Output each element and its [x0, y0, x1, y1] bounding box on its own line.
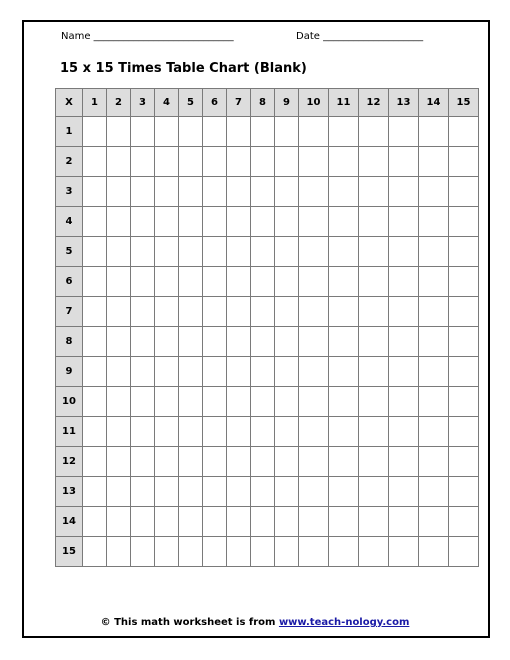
answer-cell[interactable] [449, 537, 479, 567]
answer-cell[interactable] [275, 117, 299, 147]
answer-cell[interactable] [155, 357, 179, 387]
answer-cell[interactable] [359, 117, 389, 147]
row-header: 11 [56, 417, 83, 447]
row-header: 13 [56, 477, 83, 507]
answer-cell[interactable] [155, 237, 179, 267]
answer-cell[interactable] [131, 447, 155, 477]
answer-cell[interactable] [107, 267, 131, 297]
answer-cell[interactable] [329, 177, 359, 207]
answer-cell[interactable] [179, 417, 203, 447]
answer-cell[interactable] [275, 477, 299, 507]
table-row [56, 117, 479, 147]
answer-cell[interactable] [389, 297, 419, 327]
table-row [56, 297, 479, 327]
answer-cell[interactable] [203, 537, 227, 567]
answer-cell[interactable] [83, 477, 107, 507]
answer-cell[interactable] [359, 387, 389, 417]
answer-cell[interactable] [389, 447, 419, 477]
answer-cell[interactable] [179, 447, 203, 477]
answer-cell[interactable] [131, 267, 155, 297]
answer-cell[interactable] [419, 267, 449, 297]
answer-cell[interactable] [155, 207, 179, 237]
answer-cell[interactable] [251, 147, 275, 177]
answer-cell[interactable] [155, 387, 179, 417]
answer-cell[interactable] [179, 327, 203, 357]
answer-cell[interactable] [329, 237, 359, 267]
column-header: 10 [299, 89, 329, 117]
answer-cell[interactable] [155, 327, 179, 357]
answer-cell[interactable] [359, 537, 389, 567]
answer-cell[interactable] [449, 147, 479, 177]
answer-cell[interactable] [275, 357, 299, 387]
answer-cell[interactable] [107, 387, 131, 417]
answer-cell[interactable] [389, 537, 419, 567]
answer-cell[interactable] [275, 147, 299, 177]
row-header: 1 [56, 117, 83, 147]
row-header: 4 [56, 207, 83, 237]
answer-cell[interactable] [83, 327, 107, 357]
answer-cell[interactable] [359, 297, 389, 327]
answer-cell[interactable] [203, 357, 227, 387]
row-header: 10 [56, 387, 83, 417]
answer-cell[interactable] [155, 177, 179, 207]
answer-cell[interactable] [179, 267, 203, 297]
answer-cell[interactable] [329, 447, 359, 477]
answer-cell[interactable] [419, 177, 449, 207]
answer-cell[interactable] [275, 267, 299, 297]
answer-cell[interactable] [329, 507, 359, 537]
name-field-line: Name ____________________________ [61, 31, 234, 42]
answer-cell[interactable] [275, 297, 299, 327]
answer-cell[interactable] [179, 147, 203, 177]
answer-cell[interactable] [179, 507, 203, 537]
worksheet-title: 15 x 15 Times Table Chart (Blank) [60, 61, 307, 76]
table-row [56, 537, 479, 567]
answer-cell[interactable] [131, 177, 155, 207]
answer-cell[interactable] [179, 357, 203, 387]
answer-cell[interactable] [107, 237, 131, 267]
answer-cell[interactable] [83, 417, 107, 447]
answer-cell[interactable] [449, 387, 479, 417]
answer-cell[interactable] [227, 477, 251, 507]
answer-cell[interactable] [203, 297, 227, 327]
answer-cell[interactable] [329, 387, 359, 417]
answer-cell[interactable] [227, 417, 251, 447]
answer-cell[interactable] [131, 387, 155, 417]
table-row [56, 417, 479, 447]
answer-cell[interactable] [359, 267, 389, 297]
answer-cell[interactable] [299, 177, 329, 207]
answer-cell[interactable] [299, 297, 329, 327]
row-header: 5 [56, 237, 83, 267]
answer-cell[interactable] [131, 417, 155, 447]
answer-cell[interactable] [227, 447, 251, 477]
answer-cell[interactable] [389, 237, 419, 267]
footer-link[interactable]: www.teach-nology.com [278, 617, 410, 628]
answer-cell[interactable] [275, 447, 299, 477]
answer-cell[interactable] [389, 147, 419, 177]
row-header: 15 [56, 537, 83, 567]
answer-cell[interactable] [83, 237, 107, 267]
answer-cell[interactable] [419, 207, 449, 237]
answer-cell[interactable] [179, 117, 203, 147]
answer-cell[interactable] [419, 147, 449, 177]
answer-cell[interactable] [203, 147, 227, 177]
answer-cell[interactable] [131, 357, 155, 387]
answer-cell[interactable] [389, 357, 419, 387]
row-header: 8 [56, 327, 83, 357]
answer-cell[interactable] [107, 507, 131, 537]
answer-cell[interactable] [449, 207, 479, 237]
answer-cell[interactable] [329, 477, 359, 507]
answer-cell[interactable] [329, 117, 359, 147]
answer-cell[interactable] [251, 327, 275, 357]
answer-cell[interactable] [251, 507, 275, 537]
answer-cell[interactable] [251, 357, 275, 387]
row-header: 3 [56, 177, 83, 207]
answer-cell[interactable] [227, 207, 251, 237]
answer-cell[interactable] [299, 477, 329, 507]
answer-cell[interactable] [227, 177, 251, 207]
answer-cell[interactable] [227, 357, 251, 387]
answer-cell[interactable] [155, 507, 179, 537]
answer-cell[interactable] [107, 117, 131, 147]
answer-cell[interactable] [275, 507, 299, 537]
answer-cell[interactable] [419, 117, 449, 147]
answer-cell[interactable] [131, 207, 155, 237]
answer-cell[interactable] [251, 387, 275, 417]
row-header: 14 [56, 507, 83, 537]
corner-cell: X [56, 89, 83, 117]
table-row [56, 447, 479, 477]
answer-cell[interactable] [329, 327, 359, 357]
row-header: 7 [56, 297, 83, 327]
answer-cell[interactable] [449, 447, 479, 477]
footer-text: © This math worksheet is from [100, 617, 279, 628]
column-header: 2 [107, 89, 131, 117]
answer-cell[interactable] [227, 267, 251, 297]
answer-cell[interactable] [275, 387, 299, 417]
column-header: 1 [83, 89, 107, 117]
answer-cell[interactable] [299, 417, 329, 447]
answer-cell[interactable] [449, 507, 479, 537]
answer-cell[interactable] [329, 267, 359, 297]
table-row [56, 507, 479, 537]
answer-cell[interactable] [299, 387, 329, 417]
answer-cell[interactable] [275, 237, 299, 267]
table-row [56, 267, 479, 297]
answer-cell[interactable] [299, 327, 329, 357]
footer-credit [0, 617, 510, 628]
answer-cell[interactable] [179, 387, 203, 417]
answer-cell[interactable] [227, 327, 251, 357]
answer-cell[interactable] [227, 117, 251, 147]
answer-cell[interactable] [449, 477, 479, 507]
column-header: 12 [359, 89, 389, 117]
answer-cell[interactable] [179, 477, 203, 507]
answer-cell[interactable] [107, 417, 131, 447]
answer-cell[interactable] [419, 537, 449, 567]
answer-cell[interactable] [203, 507, 227, 537]
answer-cell[interactable] [449, 237, 479, 267]
answer-cell[interactable] [131, 297, 155, 327]
answer-cell[interactable] [179, 237, 203, 267]
answer-cell[interactable] [419, 237, 449, 267]
date-field-line: Date ____________________ [296, 31, 424, 42]
answer-cell[interactable] [203, 117, 227, 147]
answer-cell[interactable] [389, 387, 419, 417]
answer-cell[interactable] [299, 507, 329, 537]
answer-cell[interactable] [227, 147, 251, 177]
answer-cell[interactable] [131, 477, 155, 507]
answer-cell[interactable] [203, 177, 227, 207]
answer-cell[interactable] [275, 417, 299, 447]
answer-cell[interactable] [155, 147, 179, 177]
answer-cell[interactable] [329, 357, 359, 387]
column-header: 5 [179, 89, 203, 117]
answer-cell[interactable] [251, 477, 275, 507]
answer-cell[interactable] [251, 297, 275, 327]
times-table [55, 88, 479, 567]
answer-cell[interactable] [131, 507, 155, 537]
table-row [56, 237, 479, 267]
answer-cell[interactable] [203, 267, 227, 297]
answer-cell[interactable] [131, 237, 155, 267]
answer-cell[interactable] [131, 327, 155, 357]
row-header: 2 [56, 147, 83, 177]
answer-cell[interactable] [359, 207, 389, 237]
answer-cell[interactable] [275, 327, 299, 357]
answer-cell[interactable] [155, 417, 179, 447]
answer-cell[interactable] [203, 327, 227, 357]
answer-cell[interactable] [299, 207, 329, 237]
answer-cell[interactable] [359, 327, 389, 357]
answer-cell[interactable] [131, 537, 155, 567]
answer-cell[interactable] [359, 147, 389, 177]
answer-cell[interactable] [449, 267, 479, 297]
answer-cell[interactable] [359, 357, 389, 387]
answer-cell[interactable] [389, 267, 419, 297]
answer-cell[interactable] [155, 297, 179, 327]
answer-cell[interactable] [419, 417, 449, 447]
answer-cell[interactable] [203, 417, 227, 447]
answer-cell[interactable] [329, 537, 359, 567]
answer-cell[interactable] [203, 477, 227, 507]
answer-cell[interactable] [329, 147, 359, 177]
answer-cell[interactable] [203, 447, 227, 477]
column-header: 15 [449, 89, 479, 117]
row-header: 6 [56, 267, 83, 297]
answer-cell[interactable] [389, 507, 419, 537]
answer-cell[interactable] [329, 207, 359, 237]
answer-cell[interactable] [299, 447, 329, 477]
answer-cell[interactable] [419, 507, 449, 537]
answer-cell[interactable] [251, 177, 275, 207]
answer-cell[interactable] [203, 237, 227, 267]
answer-cell[interactable] [251, 117, 275, 147]
column-header: 9 [275, 89, 299, 117]
answer-cell[interactable] [359, 477, 389, 507]
answer-cell[interactable] [389, 117, 419, 147]
answer-cell[interactable] [419, 447, 449, 477]
column-header: 6 [203, 89, 227, 117]
answer-cell[interactable] [83, 147, 107, 177]
answer-cell[interactable] [155, 267, 179, 297]
answer-cell[interactable] [359, 417, 389, 447]
answer-cell[interactable] [251, 447, 275, 477]
answer-cell[interactable] [419, 327, 449, 357]
answer-cell[interactable] [83, 537, 107, 567]
answer-cell[interactable] [389, 327, 419, 357]
answer-cell[interactable] [179, 297, 203, 327]
answer-cell[interactable] [299, 537, 329, 567]
row-header: 12 [56, 447, 83, 477]
table-row [56, 207, 479, 237]
answer-cell[interactable] [107, 327, 131, 357]
column-header: 4 [155, 89, 179, 117]
answer-cell[interactable] [419, 297, 449, 327]
answer-cell[interactable] [107, 147, 131, 177]
answer-cell[interactable] [227, 507, 251, 537]
answer-cell[interactable] [389, 477, 419, 507]
answer-cell[interactable] [179, 177, 203, 207]
answer-cell[interactable] [251, 417, 275, 447]
answer-cell[interactable] [251, 267, 275, 297]
answer-cell[interactable] [83, 267, 107, 297]
answer-cell[interactable] [299, 357, 329, 387]
answer-cell[interactable] [83, 297, 107, 327]
table-header-row [56, 89, 479, 117]
answer-cell[interactable] [203, 207, 227, 237]
answer-cell[interactable] [155, 447, 179, 477]
column-header: 11 [329, 89, 359, 117]
answer-cell[interactable] [251, 537, 275, 567]
answer-cell[interactable] [389, 207, 419, 237]
table-row [56, 147, 479, 177]
column-header: 13 [389, 89, 419, 117]
column-header: 3 [131, 89, 155, 117]
answer-cell[interactable] [449, 117, 479, 147]
table-row [56, 477, 479, 507]
row-header: 9 [56, 357, 83, 387]
answer-cell[interactable] [107, 207, 131, 237]
answer-cell[interactable] [449, 177, 479, 207]
answer-cell[interactable] [275, 207, 299, 237]
answer-cell[interactable] [131, 147, 155, 177]
answer-cell[interactable] [155, 537, 179, 567]
answer-cell[interactable] [359, 507, 389, 537]
answer-cell[interactable] [83, 207, 107, 237]
answer-cell[interactable] [107, 537, 131, 567]
answer-cell[interactable] [107, 447, 131, 477]
answer-cell[interactable] [359, 447, 389, 477]
answer-cell[interactable] [107, 177, 131, 207]
answer-cell[interactable] [155, 117, 179, 147]
answer-cell[interactable] [449, 327, 479, 357]
table-row [56, 387, 479, 417]
answer-cell[interactable] [299, 147, 329, 177]
answer-cell[interactable] [203, 387, 227, 417]
answer-cell[interactable] [227, 537, 251, 567]
column-header: 8 [251, 89, 275, 117]
answer-cell[interactable] [329, 417, 359, 447]
answer-cell[interactable] [275, 177, 299, 207]
answer-cell[interactable] [179, 537, 203, 567]
table-row [56, 177, 479, 207]
answer-cell[interactable] [329, 297, 359, 327]
table-row [56, 357, 479, 387]
answer-cell[interactable] [107, 297, 131, 327]
answer-cell[interactable] [419, 477, 449, 507]
answer-cell[interactable] [83, 117, 107, 147]
answer-cell[interactable] [179, 207, 203, 237]
column-header: 7 [227, 89, 251, 117]
answer-cell[interactable] [227, 297, 251, 327]
answer-cell[interactable] [131, 117, 155, 147]
answer-cell[interactable] [449, 297, 479, 327]
answer-cell[interactable] [251, 207, 275, 237]
column-header: 14 [419, 89, 449, 117]
answer-cell[interactable] [419, 387, 449, 417]
table-row [56, 327, 479, 357]
answer-cell[interactable] [227, 237, 251, 267]
answer-cell[interactable] [389, 177, 419, 207]
answer-cell[interactable] [107, 357, 131, 387]
answer-cell[interactable] [83, 177, 107, 207]
answer-cell[interactable] [107, 477, 131, 507]
answer-cell[interactable] [299, 237, 329, 267]
answer-cell[interactable] [83, 387, 107, 417]
answer-cell[interactable] [83, 357, 107, 387]
answer-cell[interactable] [299, 267, 329, 297]
answer-cell[interactable] [449, 417, 479, 447]
answer-cell[interactable] [359, 237, 389, 267]
answer-cell[interactable] [275, 537, 299, 567]
answer-cell[interactable] [83, 507, 107, 537]
answer-cell[interactable] [227, 387, 251, 417]
answer-cell[interactable] [299, 117, 329, 147]
answer-cell[interactable] [83, 447, 107, 477]
answer-cell[interactable] [359, 177, 389, 207]
answer-cell[interactable] [155, 477, 179, 507]
answer-cell[interactable] [419, 357, 449, 387]
answer-cell[interactable] [389, 417, 419, 447]
answer-cell[interactable] [449, 357, 479, 387]
answer-cell[interactable] [251, 237, 275, 267]
